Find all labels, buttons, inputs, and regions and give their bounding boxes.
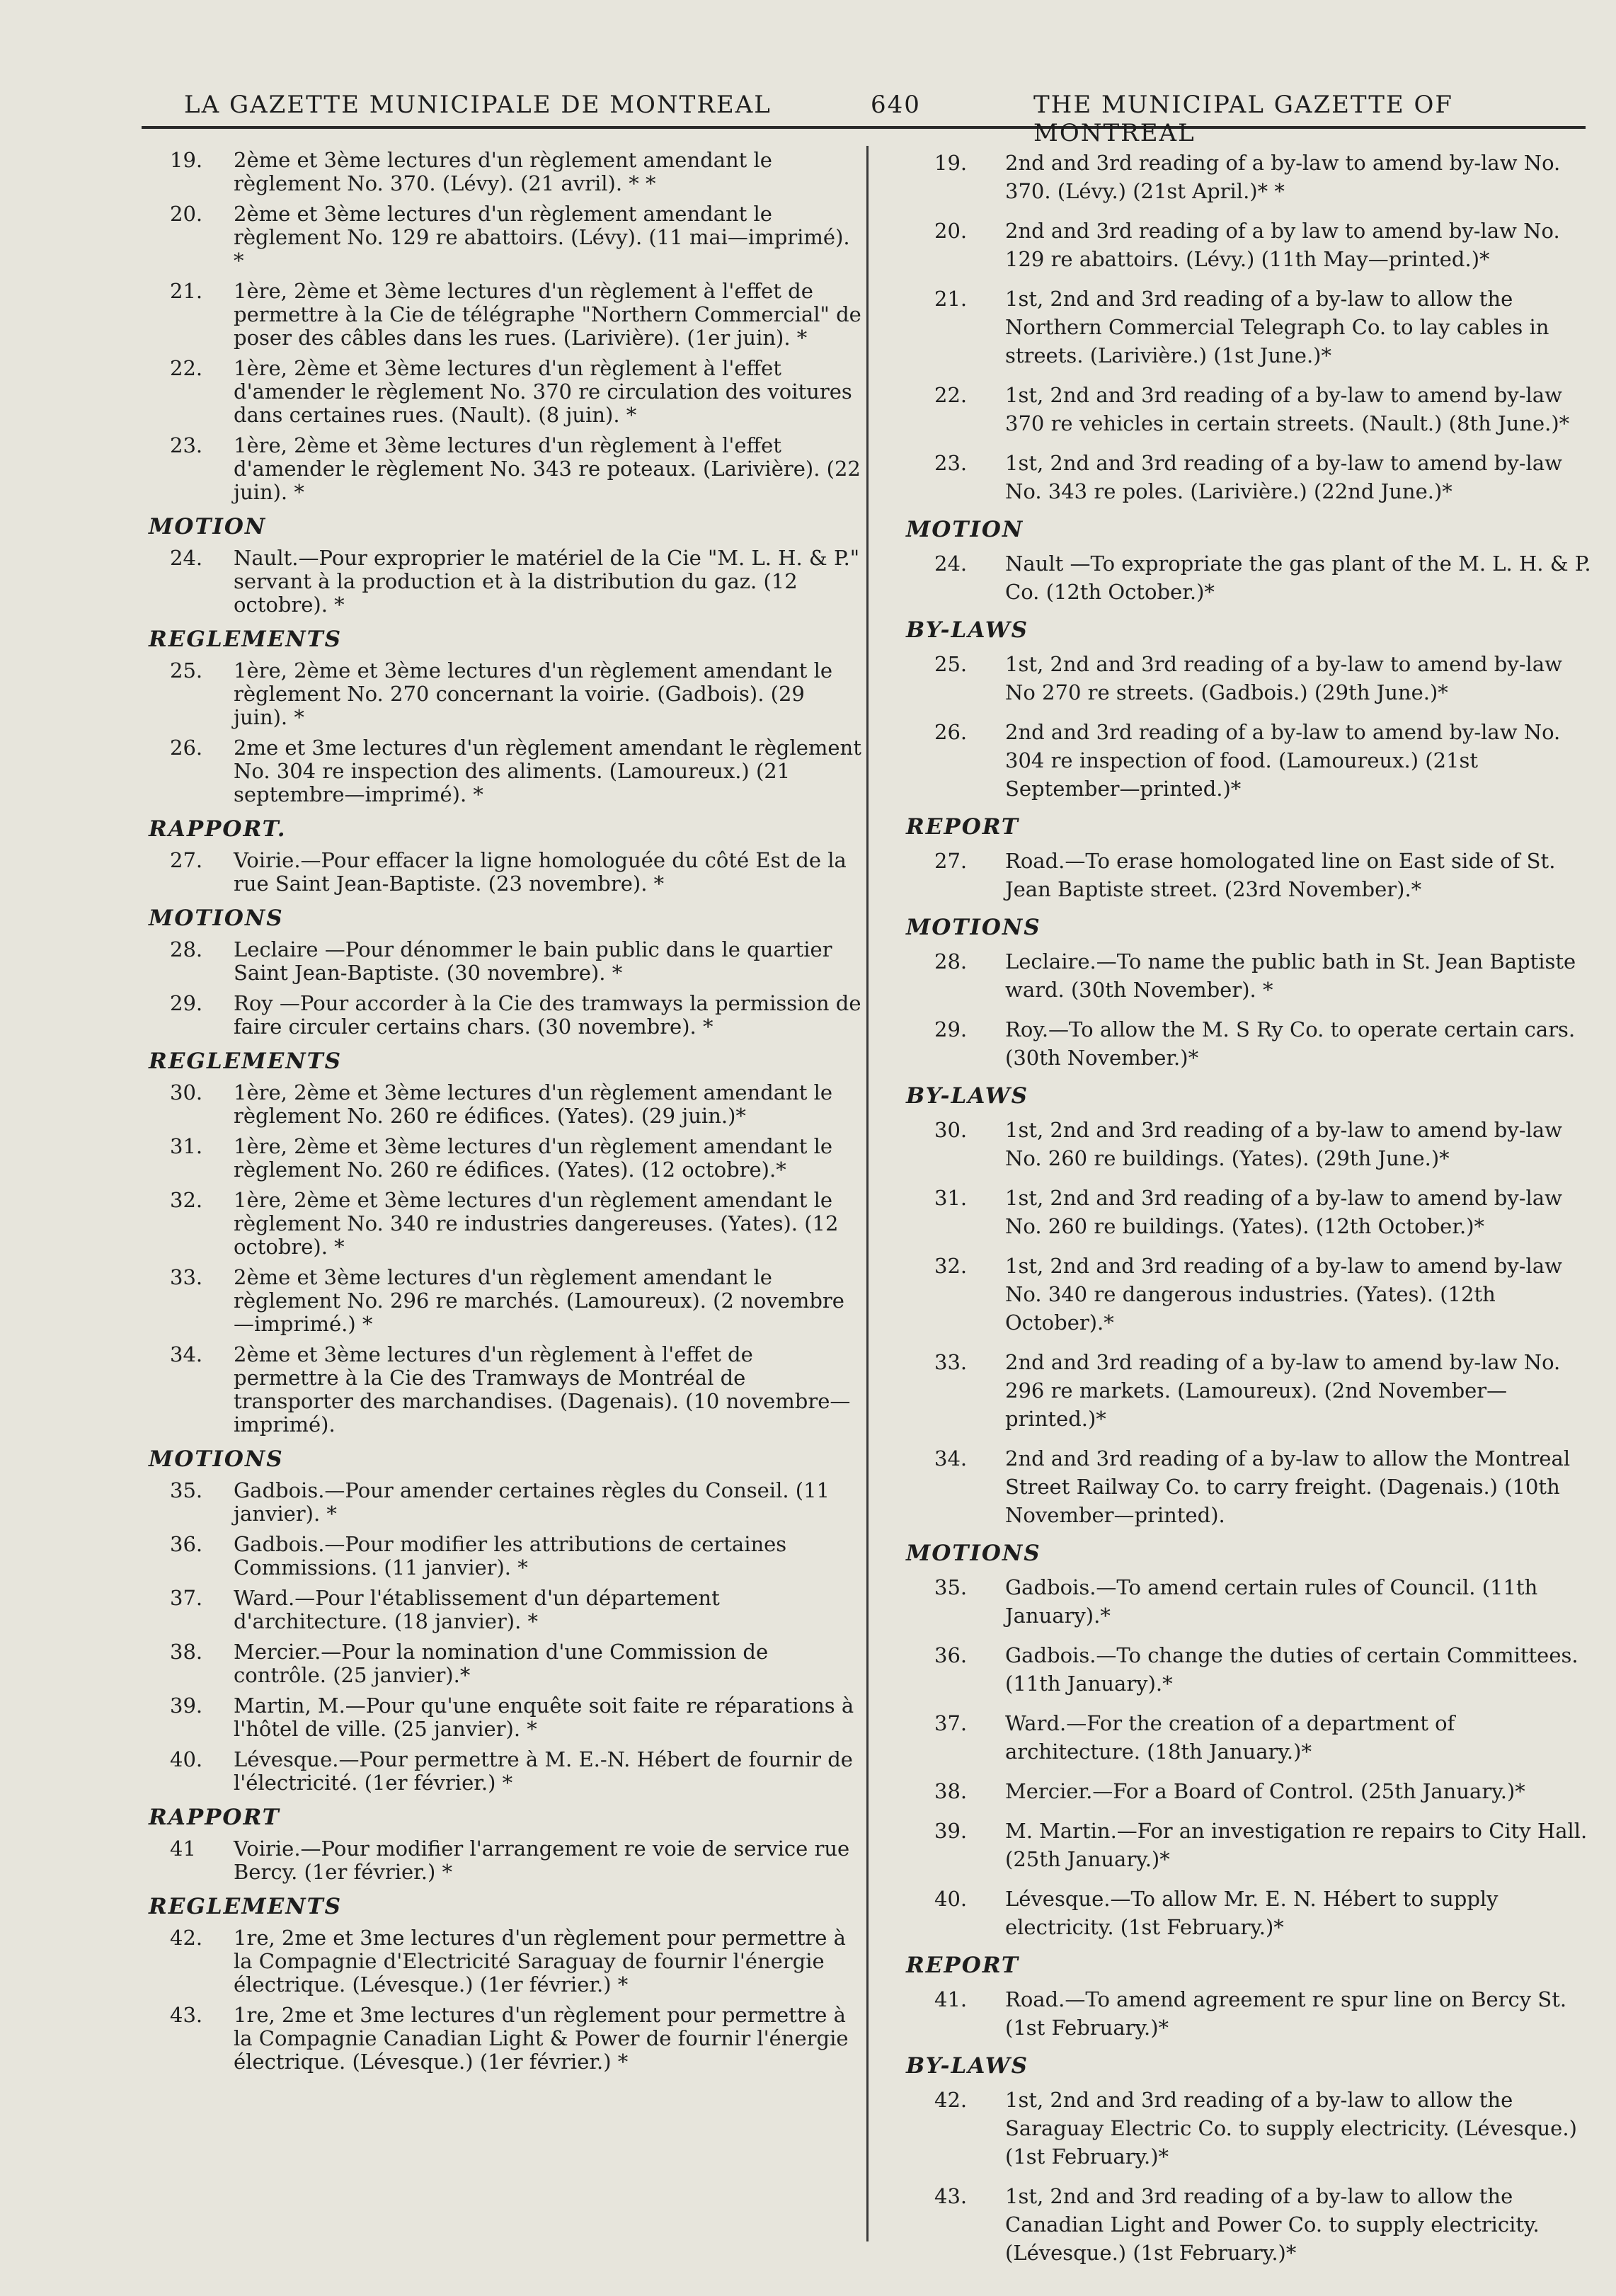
agenda-item [134, 202, 864, 273]
item-number: 26. [934, 720, 968, 744]
agenda-item [885, 718, 1593, 803]
agenda-item [134, 1926, 864, 1997]
item-number: 28. [170, 937, 203, 961]
agenda-item [134, 938, 864, 985]
item-text: 2ème et 3ème lectures d'un règlement amendant le règlement No. 370. (Lévy). (21 avril). * * [234, 148, 772, 195]
section-heading: REPORT [906, 814, 1019, 840]
item-number: 41 [170, 1837, 196, 1861]
item-text: 1st, 2nd and 3rd reading of a by-law to amend by-law No. 260 re buildings. (Yates). (29th June.)* [1005, 1118, 1562, 1170]
item-text: Nault —To expropriate the gas plant of the M. L. H. & P. Co. (12th October.)* [1005, 552, 1591, 604]
section-heading: BY-LAWS [906, 617, 1029, 643]
agenda-item [885, 650, 1593, 707]
item-text: Leclaire —Pour dénommer le bain public dans le quartier Saint Jean-Baptiste. (30 novembre). * [234, 937, 832, 985]
agenda-item [885, 1641, 1593, 1698]
agenda-item [885, 1985, 1593, 2042]
item-text: M. Martin.—For an investigation re repairs to City Hall. (25th January.)* [1005, 1819, 1588, 1871]
item-number: 19. [934, 151, 968, 175]
item-text: 2me et 3me lectures d'un règlement amendant le règlement No. 304 re inspection des aliments. (Lamoureux.) (21 septembre—imprimé). * [234, 736, 861, 806]
item-number: 26. [170, 736, 203, 760]
agenda-item [134, 1189, 864, 1259]
item-number: 20. [170, 202, 203, 226]
agenda-item [134, 1640, 864, 1687]
agenda-item [134, 1266, 864, 1336]
agenda-item [885, 1184, 1593, 1240]
agenda-item [134, 1343, 864, 1437]
item-number: 38. [170, 1640, 203, 1664]
agenda-item [885, 217, 1593, 273]
item-text: Lévesque.—Pour permettre à M. E.-N. Hébert de fournir de l'électricité. (1er février.) * [234, 1747, 853, 1795]
item-number: 30. [934, 1118, 968, 1142]
agenda-item [885, 549, 1593, 606]
item-text: 1st, 2nd and 3rd reading of a by-law to amend by-law No. 260 re buildings. (Yates). (12th October.)* [1005, 1186, 1562, 1238]
item-text: 2ème et 3ème lectures d'un règlement à l'effet de permettre à la Cie des Tramways de Montréal de transporter des marchandises. (Dagenais). (10 novembre—imprimé). [234, 1342, 851, 1437]
agenda-item [885, 1015, 1593, 1072]
item-number: 29. [934, 1017, 968, 1041]
item-text: 2ème et 3ème lectures d'un règlement amendant le règlement No. 296 re marchés. (Lamoureux). (2 novembre—imprimé.) * [234, 1265, 844, 1336]
item-number: 22. [934, 383, 968, 407]
item-text: 1ère, 2ème et 3ème lectures d'un règlement amendant le règlement No. 260 re édifices. (Yates). (29 juin.)* [234, 1080, 833, 1128]
item-number: 43. [170, 2003, 203, 2027]
item-text: Gadbois.—To amend certain rules of Council. (11th January).* [1005, 1575, 1538, 1628]
item-number: 34. [170, 1342, 203, 1366]
item-number: 31. [170, 1134, 203, 1158]
item-number: 23. [170, 433, 203, 457]
item-text: Mercier.—Pour la nomination d'une Commission de contrôle. (25 janvier).* [234, 1640, 769, 1687]
item-text: 1ère, 2ème et 3ème lectures d'un règlement amendant le règlement No. 270 concernant la voirie. (Gadbois). (29 juin). * [234, 658, 833, 729]
item-text: Gadbois.—To change the duties of certain Committees. (11th January).* [1005, 1643, 1578, 1696]
english-column [885, 149, 1593, 2278]
item-text: 1ère, 2ème et 3ème lectures d'un règlement à l'effet de permettre à la Cie de télégraphe "Northern Commercial" de poser des câbles dans les rues. (Larivière). (1er juin). * [234, 279, 861, 350]
item-number: 30. [170, 1080, 203, 1104]
item-text: Roy.—To allow the M. S Ry Co. to operate certain cars. (30th November.)* [1005, 1017, 1576, 1070]
section-heading: REPORT [906, 1953, 1019, 1978]
french-column [134, 149, 864, 2081]
item-text: Road.—To amend agreement re spur line on Bercy St. (1st February.)* [1005, 1987, 1567, 2040]
item-number: 43. [934, 2184, 968, 2208]
item-number: 39. [170, 1694, 203, 1718]
agenda-item [134, 547, 864, 617]
item-number: 24. [934, 552, 968, 576]
item-number: 38. [934, 1779, 968, 1803]
item-number: 29. [170, 991, 203, 1015]
item-text: 1ère, 2ème et 3ème lectures d'un règlement à l'effet d'amender le règlement No. 343 re poteaux. (Larivière). (22 juin). * [234, 433, 861, 504]
header-title-en: THE MUNICIPAL GAZETTE OF MONTREAL [1033, 91, 1453, 147]
agenda-item [134, 1479, 864, 1526]
page-header [142, 84, 1586, 147]
agenda-item [134, 149, 864, 195]
agenda-item [134, 1694, 864, 1741]
section-heading: REGLEMENTS [149, 627, 343, 652]
agenda-item [885, 1116, 1593, 1172]
item-number: 40. [170, 1747, 203, 1771]
item-number: 24. [170, 546, 203, 570]
item-text: 2nd and 3rd reading of a by law to amend by-law No. 129 re abattoirs. (Lévy.) (11th May—printed.)* [1005, 219, 1560, 271]
item-number: 23. [934, 451, 968, 475]
agenda-item [134, 1587, 864, 1633]
item-text: 1st, 2nd and 3rd reading of a by-law to allow the Canadian Light and Power Co. to supply electricity. (Lévesque.) (1st February.)* [1005, 2184, 1540, 2265]
item-number: 42. [934, 2088, 968, 2112]
item-text: Leclaire.—To name the public bath in St. Jean Baptiste ward. (30th November). * [1005, 949, 1576, 1002]
section-heading: REGLEMENTS [149, 1894, 343, 1919]
agenda-item [885, 2086, 1593, 2171]
item-text: 1st, 2nd and 3rd reading of a by-law to amend by-law 370 re vehicles in certain streets. (Nault.) (8th June.)* [1005, 383, 1570, 435]
item-text: 2nd and 3rd reading of a by-law to amend by-law No. 296 re markets. (Lamoureux). (2nd November—printed.)* [1005, 1350, 1561, 1431]
item-text: 1st, 2nd and 3rd reading of a by-law to amend by-law No. 343 re poles. (Larivière.) (22nd June.)* [1005, 451, 1562, 503]
item-number: 32. [934, 1254, 968, 1278]
agenda-item [885, 947, 1593, 1004]
item-text: 2ème et 3ème lectures d'un règlement amendant le règlement No. 129 re abattoirs. (Lévy). (11 mai—imprimé). * [234, 202, 850, 273]
agenda-item [885, 1573, 1593, 1630]
column-divider [866, 146, 869, 2241]
item-number: 22. [170, 356, 203, 380]
item-text: 1re, 2me et 3me lectures d'un règlement pour permettre à la Compagnie Canadian Light & Power de fournir l'énergie électrique. (Lévesque.) (1er février.) * [234, 2003, 849, 2074]
item-number: 25. [934, 652, 968, 676]
agenda-item [885, 1885, 1593, 1941]
item-number: 39. [934, 1819, 968, 1843]
item-text: 2nd and 3rd reading of a by-law to amend by-law No. 370. (Lévy.) (21st April.)* * [1005, 151, 1561, 203]
section-heading: MOTIONS [906, 1541, 1041, 1566]
agenda-item [885, 1444, 1593, 1529]
item-text: Gadbois.—Pour amender certaines règles du Conseil. (11 janvier). * [234, 1478, 830, 1526]
item-text: 1ère, 2ème et 3ème lectures d'un règlement amendant le règlement No. 340 re industries dangereuses. (Yates). (12 octobre). * [234, 1188, 839, 1259]
item-number: 35. [934, 1575, 968, 1599]
agenda-item [885, 285, 1593, 370]
header-title-fr: LA GAZETTE MUNICIPALE DE MONTREAL [184, 91, 772, 119]
agenda-item [134, 1081, 864, 1128]
item-text: 1ère, 2ème et 3ème lectures d'un règlement à l'effet d'amender le règlement No. 370 re circulation des voitures dans certaines rues. (Nault). (8 juin). * [234, 356, 852, 427]
item-text: 2nd and 3rd reading of a by-law to amend by-law No. 304 re inspection of food. (Lamoureux.) (21st September—printed.)* [1005, 720, 1561, 801]
item-number: 25. [170, 658, 203, 682]
item-text: Nault.—Pour exproprier le matériel de la Cie "M. L. H. & P." servant à la production et à la distribution du gaz. (12 octobre). * [234, 546, 860, 617]
agenda-item [134, 1748, 864, 1795]
item-number: 37. [170, 1586, 203, 1610]
agenda-item [885, 847, 1593, 903]
section-heading: MOTIONS [906, 915, 1041, 940]
item-text: Ward.—For the creation of a department of architecture. (18th January.)* [1005, 1711, 1455, 1764]
item-text: Voirie.—Pour effacer la ligne homologuée du côté Est de la rue Saint Jean-Baptiste. (23 novembre). * [234, 848, 847, 896]
item-number: 33. [934, 1350, 968, 1374]
item-number: 35. [170, 1478, 203, 1502]
section-heading: RAPPORT. [149, 816, 287, 842]
item-number: 27. [170, 848, 203, 872]
agenda-item [134, 280, 864, 350]
section-heading: MOTIONS [149, 906, 284, 931]
agenda-item [134, 1135, 864, 1182]
agenda-item [885, 1348, 1593, 1433]
agenda-item [885, 1252, 1593, 1337]
agenda-item [885, 149, 1593, 205]
item-text: 1st, 2nd and 3rd reading of a by-law to amend by-law No 270 re streets. (Gadbois.) (29th June.)* [1005, 652, 1562, 704]
item-text: 1re, 2me et 3me lectures d'un règlement pour permettre à la Compagnie d'Electricité Saraguay de fournir l'énergie électrique. (Lévesque.) (1er février.) * [234, 1926, 846, 1997]
item-number: 21. [170, 279, 203, 303]
section-heading: MOTION [906, 517, 1024, 542]
item-number: 40. [934, 1887, 968, 1911]
agenda-item [134, 2004, 864, 2074]
section-heading: BY-LAWS [906, 1083, 1029, 1109]
section-heading: RAPPORT [149, 1805, 280, 1830]
item-number: 21. [934, 287, 968, 311]
item-number: 41. [934, 1987, 968, 2011]
item-text: 1st, 2nd and 3rd reading of a by-law to amend by-law No. 340 re dangerous industries. (Yates). (12th October).* [1005, 1254, 1562, 1335]
item-text: Voirie.—Pour modifier l'arrangement re voie de service rue Bercy. (1er février.) * [234, 1837, 850, 1884]
item-number: 36. [170, 1532, 203, 1556]
agenda-item [134, 1533, 864, 1580]
item-number: 36. [934, 1643, 968, 1667]
section-heading: REGLEMENTS [149, 1049, 343, 1074]
item-number: 33. [170, 1265, 203, 1289]
item-text: Ward.—Pour l'établissement d'un département d'architecture. (18 janvier). * [234, 1586, 720, 1633]
agenda-item [134, 736, 864, 806]
agenda-item [885, 1817, 1593, 1873]
item-text: 1st, 2nd and 3rd reading of a by-law to allow the Saraguay Electric Co. to supply electricity. (Lévesque.) (1st February.)* [1005, 2088, 1577, 2169]
agenda-item [885, 381, 1593, 438]
item-number: 28. [934, 949, 968, 973]
item-text: 1ère, 2ème et 3ème lectures d'un règlement amendant le règlement No. 260 re édifices. (Yates). (12 octobre).* [234, 1134, 833, 1182]
item-number: 20. [934, 219, 968, 243]
agenda-item [885, 1777, 1593, 1805]
section-heading: MOTIONS [149, 1446, 284, 1472]
item-number: 27. [934, 849, 968, 873]
agenda-item [134, 659, 864, 729]
item-number: 42. [170, 1926, 203, 1950]
item-text: Roy —Pour accorder à la Cie des tramways la permission de faire circuler certains chars. (30 novembre). * [234, 991, 861, 1039]
item-text: Mercier.—For a Board of Control. (25th January.)* [1005, 1779, 1525, 1803]
agenda-item [134, 849, 864, 896]
agenda-item [134, 1837, 864, 1884]
item-text: Gadbois.—Pour modifier les attributions de certaines Commissions. (11 janvier). * [234, 1532, 787, 1580]
item-text: Martin, M.—Pour qu'une enquête soit faite re réparations à l'hôtel de ville. (25 janvier). * [234, 1694, 854, 1741]
section-heading: MOTION [149, 514, 267, 539]
item-number: 37. [934, 1711, 968, 1735]
section-heading: BY-LAWS [906, 2053, 1029, 2079]
agenda-item [885, 1709, 1593, 1766]
item-number: 31. [934, 1186, 968, 1210]
agenda-item [134, 992, 864, 1039]
agenda-item [885, 2182, 1593, 2267]
item-number: 32. [170, 1188, 203, 1212]
page-number: 640 [871, 91, 921, 119]
item-text: 1st, 2nd and 3rd reading of a by-law to allow the Northern Commercial Telegraph Co. to lay cables in streets. (Larivière.) (1st June.)* [1005, 287, 1549, 367]
item-text: Road.—To erase homologated line on East side of St. Jean Baptiste street. (23rd November).* [1005, 849, 1556, 901]
item-number: 19. [170, 148, 203, 172]
agenda-item [885, 449, 1593, 506]
item-number: 34. [934, 1446, 968, 1470]
item-text: Lévesque.—To allow Mr. E. N. Hébert to supply electricity. (1st February.)* [1005, 1887, 1498, 1939]
agenda-item [134, 434, 864, 504]
agenda-item [134, 357, 864, 427]
item-text: 2nd and 3rd reading of a by-law to allow the Montreal Street Railway Co. to carry freight. (Dagenais.) (10th November—printed). [1005, 1446, 1571, 1527]
